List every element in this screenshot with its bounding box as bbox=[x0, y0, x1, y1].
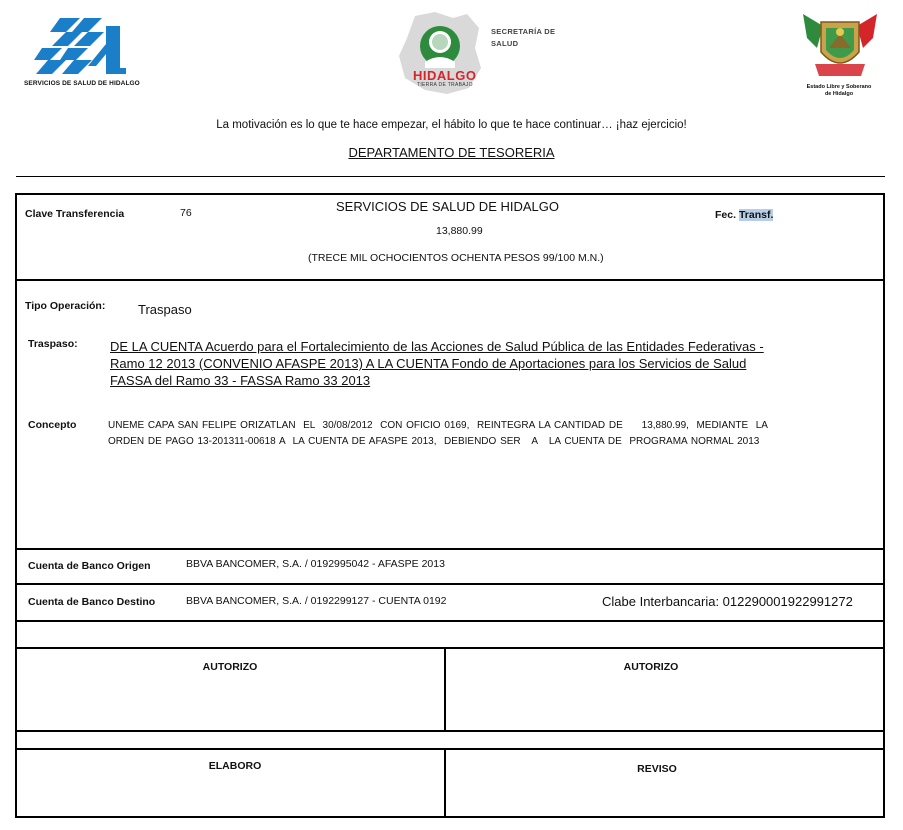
cuenta-destino-value: BBVA BANCOMER, S.A. / 0192299127 - CUENTA 0192 bbox=[186, 595, 447, 607]
secretaria-logo bbox=[395, 8, 575, 98]
cuenta-origen-label: Cuenta de Banco Origen bbox=[28, 560, 151, 572]
motto: La motivación es lo que te hace empezar, el hábito lo que te hace continuar… ¡haz ejercicio! bbox=[216, 119, 687, 131]
form-frame bbox=[15, 193, 885, 818]
clabe-interbancaria: Clabe Interbancaria: 012290001922991272 bbox=[602, 594, 853, 609]
concepto-description bbox=[108, 418, 828, 450]
tipo-operacion-label: Tipo Operación: bbox=[25, 300, 106, 312]
traspaso-label: Traspaso: bbox=[28, 338, 78, 350]
fecha-label-part-a: Fec. bbox=[715, 209, 737, 221]
ssh-logo-caption: SERVICIOS DE SALUD DE HIDALGO bbox=[24, 80, 140, 87]
traspaso-line-1: DE LA CUENTA Acuerdo para el Fortalecimiento de las Acciones de Salud Pública de las Entidades Federativas - bbox=[110, 339, 764, 354]
clave-transferencia-label: Clave Transferencia bbox=[25, 208, 125, 220]
traspaso-line-2: Ramo 12 2013 (CONVENIO AFASPE 2013) A LA CUENTA Fondo de Aportaciones para los Servicios de Salud bbox=[110, 356, 747, 371]
ssh-logo bbox=[22, 8, 147, 93]
elaboro-label: ELABORO bbox=[208, 760, 262, 772]
amount-in-words: (TRECE MIL OCHOCIENTOS OCHENTA PESOS 99/100 M.N.) bbox=[308, 252, 604, 264]
row-divider-2 bbox=[15, 548, 885, 550]
row-divider-1 bbox=[15, 279, 885, 281]
amount-value: 13,880.99 bbox=[436, 225, 483, 237]
signature-divider-top bbox=[444, 647, 446, 731]
reviso-label: REVISO bbox=[637, 763, 677, 775]
row-divider-3 bbox=[15, 583, 885, 585]
estado-caption-line2: de Hidalgo bbox=[824, 91, 854, 97]
row-divider-4 bbox=[15, 620, 885, 622]
department-title: DEPARTAMENTO DE TESORERIA bbox=[348, 145, 555, 160]
concepto-line-2: ORDEN DE PAGO 13-201311-00618 A LA CUENTA DE AFASPE 2013, DEBIENDO SER A LA CUENTA DE PROGRAMA NORMAL 2013 bbox=[108, 436, 760, 447]
secretaria-line1: SECRETARÍA DE bbox=[491, 27, 556, 36]
row-divider-7 bbox=[15, 748, 885, 750]
traspaso-description bbox=[110, 338, 810, 389]
estado-coat-of-arms bbox=[795, 8, 885, 100]
traspaso-line-3: FASSA del Ramo 33 - FASSA Ramo 33 2013 bbox=[110, 373, 371, 388]
cuenta-destino-label: Cuenta de Banco Destino bbox=[28, 596, 156, 608]
row-divider-5 bbox=[15, 647, 885, 649]
ssh-logo-mark bbox=[22, 8, 147, 78]
row-divider-6 bbox=[15, 730, 885, 732]
entity-name: SERVICIOS DE SALUD DE HIDALGO bbox=[336, 199, 559, 214]
autorizo-right-label: AUTORIZO bbox=[623, 661, 679, 673]
fecha-transferencia-label bbox=[715, 209, 773, 221]
coat-of-arms-icon bbox=[795, 8, 885, 82]
tipo-operacion-value: Traspaso bbox=[138, 302, 192, 317]
secretaria-line2: SALUD bbox=[491, 39, 519, 48]
signature-divider-bottom bbox=[444, 748, 446, 818]
hidalgo-brand: HIDALGO bbox=[413, 68, 477, 83]
hidalgo-tagline: TIERRA DE TRABAJO bbox=[417, 82, 473, 88]
concepto-line-1: UNEME CAPA SAN FELIPE ORIZATLAN EL 30/08/2012 CON OFICIO 0169, REINTEGRA LA CANTIDAD DE 13,880.99, MEDIANTE LA bbox=[108, 420, 768, 431]
cuenta-origen-value: BBVA BANCOMER, S.A. / 0192995042 - AFASPE 2013 bbox=[186, 558, 445, 570]
fecha-label-part-b: Transf. bbox=[738, 209, 774, 221]
clave-transferencia-value: 76 bbox=[180, 207, 192, 219]
estado-caption-line1: Estado Libre y Soberano bbox=[806, 84, 872, 90]
concepto-label: Concepto bbox=[28, 419, 77, 431]
header-divider bbox=[16, 176, 885, 177]
autorizo-left-label: AUTORIZO bbox=[202, 661, 258, 673]
